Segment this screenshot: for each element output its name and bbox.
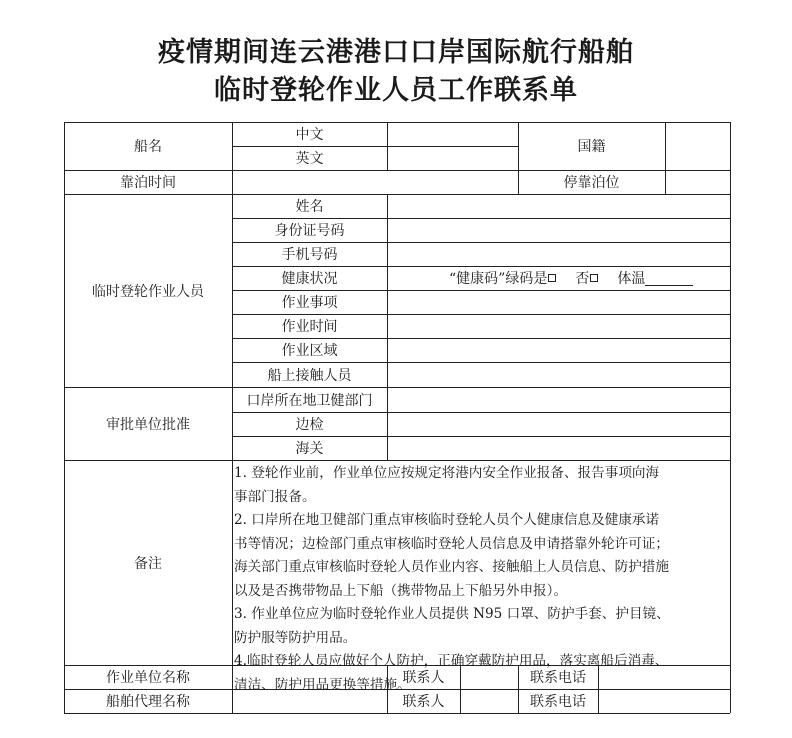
nationality-field[interactable] (665, 122, 730, 170)
remarks-line: 1. 登轮作业前，作业单位应按规定将港内安全作业报备、报告事项向海 (234, 465, 660, 481)
nationality-label: 国籍 (577, 139, 606, 155)
phone-label: 手机号码 (281, 247, 338, 263)
remarks-line: 防护服等防护用品。 (234, 629, 357, 646)
berthing-time-field[interactable] (232, 170, 518, 194)
remarks-line: 2. 口岸所在地卫健部门重点审核临时登轮人员个人健康信息及健康承诺 (234, 512, 660, 528)
ship-agent-contact-field[interactable] (460, 689, 518, 713)
chinese-name-label: 中文 (295, 127, 324, 143)
health-status-field (387, 266, 730, 290)
personnel-section-label: 临时登轮作业人员 (92, 283, 204, 300)
health-label: 健康状况 (281, 271, 338, 287)
form-title-line-1: 疫情期间连云港港口口岸国际航行船舶 (158, 37, 634, 68)
temperature-label: 体温 (617, 271, 646, 287)
health-code-text: “健康码”绿码是 (449, 271, 548, 287)
remarks-line: 清洁、防护用品更换等措施。 (234, 676, 411, 693)
remarks-line: 以及是否携带物品上下船（携带物品上下船另外申报）。 (234, 582, 568, 599)
remarks-line: 书等情况；边检部门重点审核临时登轮人员信息及申请搭靠外轮许可证； (234, 535, 669, 552)
work-unit-phone-label: 联系电话 (530, 670, 586, 686)
berth-field[interactable] (665, 170, 730, 194)
work-time-field[interactable] (387, 314, 730, 338)
customs-label: 海关 (295, 441, 324, 457)
remarks-line: 事部门报备。 (234, 488, 316, 505)
phone-field[interactable] (387, 242, 730, 266)
contacts-label: 船上接触人员 (267, 367, 352, 384)
remarks-line: 海关部门重点审核临时登轮人员作业内容、接触船上人员信息、防护措施 (234, 559, 669, 575)
temperature-blank[interactable] (645, 271, 693, 286)
ship-agent-label: 船舶代理名称 (106, 694, 190, 710)
person-name-field[interactable] (387, 194, 730, 218)
id-number-field[interactable] (387, 218, 730, 242)
remarks-line: 4.临时登轮人员应做好个人防护，正确穿戴防护用品，落实离船后消毒、 (234, 653, 669, 669)
work-area-field[interactable] (387, 338, 730, 362)
health-code-no-label: 否 (575, 271, 590, 287)
english-name-field[interactable] (387, 146, 518, 170)
health-dept-field[interactable] (387, 387, 730, 412)
work-area-label: 作业区域 (281, 343, 338, 359)
english-name-label: 英文 (295, 151, 324, 167)
form-title-line-2: 临时登轮作业人员工作联系单 (214, 75, 578, 106)
work-unit-contact-field[interactable] (460, 665, 518, 689)
contacts-field[interactable] (387, 362, 730, 387)
health-code-yes-checkbox[interactable] (548, 274, 556, 282)
id-number-label: 身份证号码 (274, 223, 345, 239)
ship-agent-phone-label: 联系电话 (530, 694, 586, 710)
border-label: 边检 (295, 417, 324, 433)
health-dept-label: 口岸所在地卫健部门 (246, 392, 373, 409)
health-code-no-checkbox[interactable] (590, 274, 598, 282)
ship-agent-phone-field[interactable] (598, 689, 730, 713)
work-unit-phone-field[interactable] (598, 665, 730, 689)
work-unit-contact-label: 联系人 (402, 670, 445, 686)
ship-agent-contact-label: 联系人 (402, 694, 445, 710)
ship-name-label: 船名 (134, 139, 162, 155)
border-field[interactable] (387, 412, 730, 436)
remarks-text (232, 462, 730, 697)
person-name-label: 姓名 (295, 199, 324, 215)
work-unit-label: 作业单位名称 (106, 670, 190, 686)
remarks-label: 备注 (134, 555, 162, 572)
remarks-line: 3. 作业单位应为临时登轮作业人员提供 N95 口罩、防护手套、护目镜、 (234, 606, 670, 622)
work-unit-field[interactable] (232, 665, 387, 689)
chinese-name-field[interactable] (387, 122, 518, 146)
work-item-label: 作业事项 (281, 295, 338, 311)
ship-agent-field[interactable] (232, 689, 387, 713)
berthing-time-label: 靠泊时间 (120, 175, 176, 191)
approval-section-label: 审批单位批准 (106, 416, 190, 433)
work-item-field[interactable] (387, 290, 730, 314)
berth-label: 停靠泊位 (563, 175, 620, 191)
customs-field[interactable] (387, 436, 730, 460)
work-time-label: 作业时间 (281, 319, 338, 335)
